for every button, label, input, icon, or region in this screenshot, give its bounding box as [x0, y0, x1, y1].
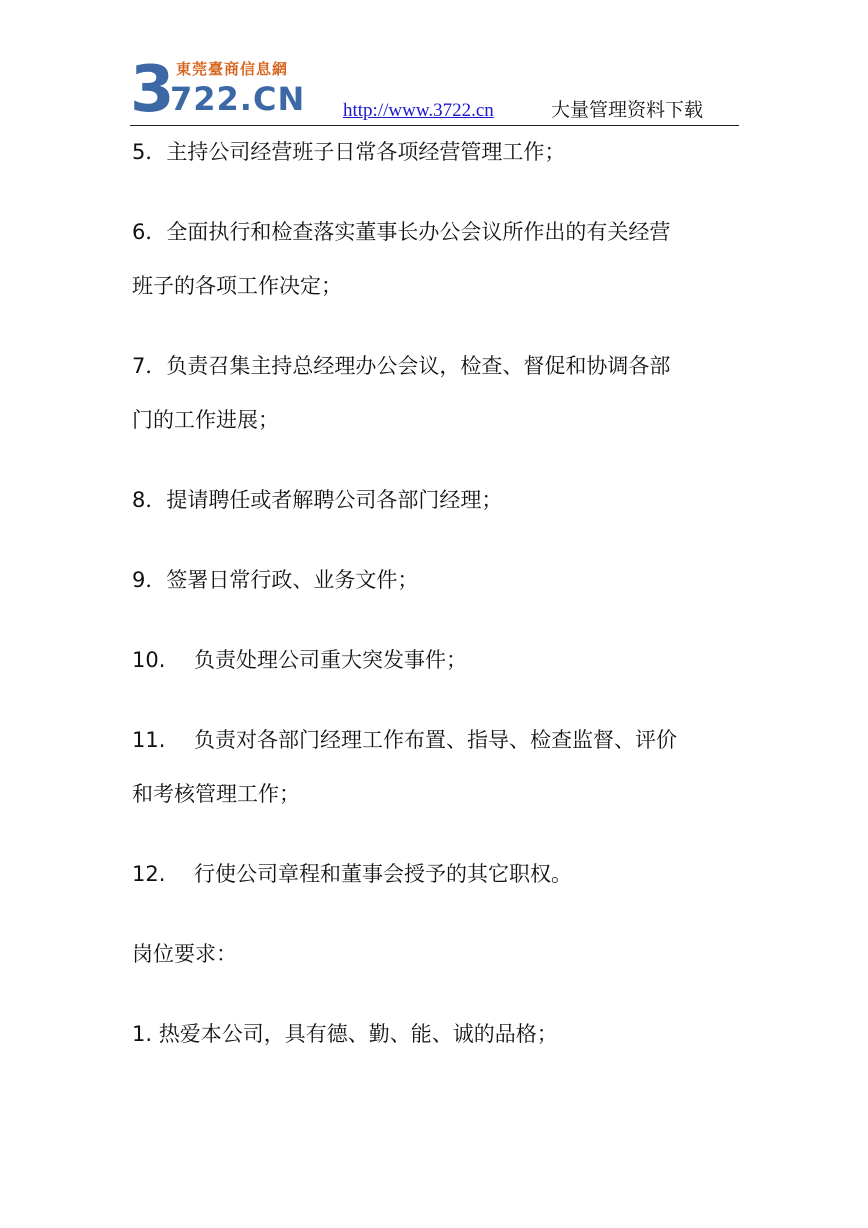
- duty-item-8: [132, 486, 740, 514]
- requirement-line: [132, 1020, 740, 1048]
- duty-text: 主持公司经营班子日常各项经营管理工作；: [166, 140, 566, 164]
- duty-line: [132, 860, 740, 888]
- duty-line: [132, 352, 740, 380]
- duty-line-continued: 班子的各项工作决定；: [132, 274, 342, 298]
- duty-number: 10.: [132, 648, 166, 672]
- requirement-number: 1.: [132, 1022, 153, 1046]
- duty-number: 8．: [132, 488, 167, 512]
- duty-item-6: [132, 218, 740, 300]
- duty-line: [132, 486, 740, 514]
- duty-number: 9．: [132, 568, 167, 592]
- header-divider: [130, 125, 739, 126]
- duty-number: 6．: [132, 220, 167, 244]
- website-link[interactable]: http://www.3722.cn: [343, 100, 494, 121]
- duty-item-5: [132, 138, 740, 166]
- duty-line: [132, 646, 740, 674]
- duty-item-10: [132, 646, 740, 674]
- document-body: [132, 138, 740, 1048]
- duty-item-7: [132, 352, 740, 434]
- duty-line: [132, 566, 740, 594]
- logo-digit: 3: [130, 53, 175, 127]
- duty-line: [132, 726, 740, 754]
- requirements-heading: [132, 940, 740, 968]
- duty-number: 5．: [132, 140, 167, 164]
- duty-text: 负责召集主持总经理办公会议，检查、督促和协调各部: [166, 354, 671, 378]
- duty-text: 提请聘任或者解聘公司各部门经理；: [166, 488, 503, 512]
- duty-line-continued: 门的工作进展；: [132, 408, 279, 432]
- duty-line-continued: 和考核管理工作；: [132, 782, 300, 806]
- requirement-item-1: [132, 1020, 740, 1048]
- duty-line: [132, 138, 740, 166]
- header-tagline: 大量管理资料下载: [551, 99, 704, 121]
- duty-text: 签署日常行政、业务文件；: [166, 568, 419, 592]
- duty-number: 11.: [132, 728, 166, 752]
- duty-line: [132, 218, 740, 246]
- requirement-text: 热爱本公司，具有德、勤、能、诚的品格；: [158, 1022, 558, 1046]
- page-header: [130, 53, 739, 127]
- duty-item-12: [132, 860, 740, 888]
- duty-text: 全面执行和检查落实董事长办公会议所作出的有关经营: [166, 220, 671, 244]
- site-logo: [130, 53, 310, 127]
- duty-text: 行使公司章程和董事会授予的其它职权。: [194, 862, 572, 886]
- duty-text: 负责处理公司重大突发事件；: [194, 648, 467, 672]
- section-heading: 岗位要求：: [132, 942, 237, 966]
- logo-chinese-name: 東莞臺商信息網: [176, 60, 289, 78]
- duty-number: 7．: [132, 354, 167, 378]
- duty-text: 负责对各部门经理工作布置、指导、检查监督、评价: [194, 728, 677, 752]
- duty-number: 12.: [132, 862, 166, 886]
- duty-item-9: [132, 566, 740, 594]
- duty-item-11: [132, 726, 740, 808]
- logo-domain: 722.CN: [170, 80, 306, 118]
